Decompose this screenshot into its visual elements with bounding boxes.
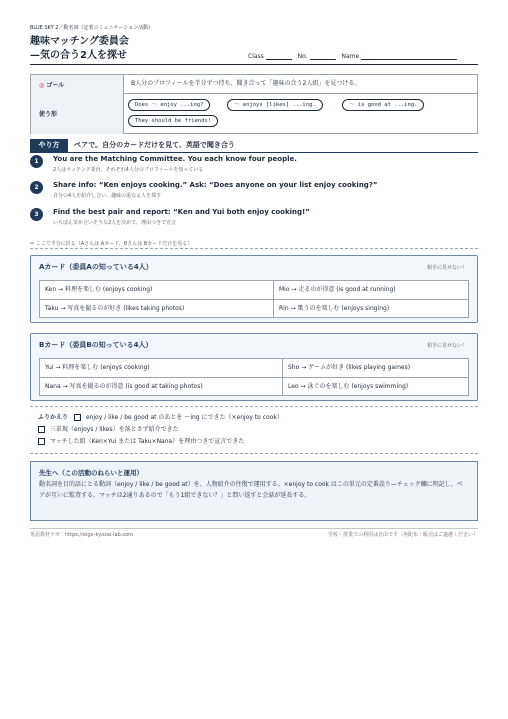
reflection-item	[38, 414, 283, 422]
step-number: 2	[30, 181, 43, 194]
reflection-item-text: マッチした組（Ken×Yui または Taku×Nana）を理由つきで宣言できた	[49, 438, 245, 445]
footer-divider	[30, 528, 478, 529]
reflection-item-text: enjoy / like / be good at のあとを ～ing にできた（×enjoy to cook）	[85, 414, 283, 421]
profile-cell: Taku → 写真を撮るのが好き (likes taking photos)	[45, 305, 185, 312]
reflection-checkbox[interactable]	[74, 414, 81, 421]
goal-label-cell	[31, 75, 124, 93]
card-b-note: 相手に見せない！	[426, 343, 467, 349]
profile-cell: Nana → 写真を撮るのが得意 (is good at taking photos)	[45, 383, 203, 390]
teacher-note-title: 先生へ（この活動のねらいと運用）	[39, 469, 143, 477]
student-info-line	[248, 53, 457, 60]
goal-row	[31, 75, 477, 94]
reflection-item	[38, 438, 244, 446]
forms-label: 使う形	[39, 111, 58, 118]
reflection-item	[38, 426, 179, 434]
form-pill: Does ～ enjoy ...ing?	[128, 99, 210, 111]
name-field[interactable]	[361, 53, 457, 60]
profile-cell: Mio → 走るのが得意 (is good at running)	[279, 286, 396, 293]
step-subtext: いちばん気が合いそうな2人を決めて、理由つきで宣言	[53, 220, 177, 226]
card-a-table	[39, 280, 469, 318]
series-label: BLUE SKY 2／動名詞（定着コミュニケーション活動）	[30, 25, 154, 31]
footer-usage: 学校・授業での利用は自由です（再配布・販売はご遠慮ください）	[327, 532, 478, 538]
step-number: 1	[30, 155, 43, 168]
reflection-checkbox[interactable]	[38, 438, 45, 445]
form-pill: They should be friends!	[128, 115, 218, 127]
step-title: You are the Matching Committee. You each know four people.	[53, 155, 297, 163]
step-title: Find the best pair and report: “Ken and Yui both enjoy cooking!”	[53, 208, 310, 216]
profile-cell: Rin → 歌うのを楽しむ (enjoys singing)	[279, 305, 390, 312]
teacher-note-body: 動名詞を目的語にとる動詞（enjoy / like / be good at）を、人物紹介の往復で運用する。×enjoy to cook はこの単元の定番誤り—チェック欄に明記し、ペアが互いに監査する。マッチは2通りあるので「もう1組できない？」と問い返すと会話が延長する。	[39, 481, 463, 499]
reflection-item-text: 三単現（enjoys / likes）を落とさず紹介できた	[49, 426, 179, 433]
card-a-row-divider	[40, 299, 468, 300]
card-b-title: Bカード（委員Bの知っている4人）	[39, 341, 153, 349]
card-a-title: Aカード（委員Aの知っている4人）	[39, 263, 153, 271]
step-subtext: 自分の4人を紹介し合い、趣味の重なる人を探す	[53, 193, 162, 199]
goal-text: B人分のプロフィールを半分ずつ持ち、聞き合って「趣味の合う2人組」を見つける。	[131, 80, 361, 87]
forms-label-cell	[31, 93, 124, 134]
goal-mark-icon: ◎	[39, 82, 45, 89]
card-a	[30, 255, 478, 323]
goal-table	[30, 74, 478, 134]
class-label: Class	[248, 53, 264, 60]
goal-label-text: ゴール	[46, 82, 65, 89]
footer-source: 英語教材ラボ https://eigo-kyozai-lab.com	[30, 532, 134, 538]
number-field[interactable]	[310, 53, 336, 60]
card-b-table	[39, 358, 469, 396]
howto-instruction: ペアで。自分のカードだけを見て、英語で聞き合う	[74, 141, 235, 149]
howto-divider	[30, 152, 478, 153]
step-number: 3	[30, 208, 43, 221]
fold-line	[30, 248, 478, 249]
page-subtitle: —気の合う2人を探せ	[30, 50, 127, 61]
howto-badge: やり方	[30, 139, 68, 152]
profile-cell: Yui → 料理を楽しむ (enjoys cooking)	[45, 364, 150, 371]
goal-label	[39, 80, 64, 89]
form-pill: ～ is good at ...ing.	[342, 99, 424, 111]
step-subtext: 2人はマッチング委員。それぞれ4人分のプロフィールを知っている	[53, 167, 204, 173]
teacher-note	[30, 461, 478, 521]
header-divider	[30, 64, 478, 65]
page-title: 趣味マッチング委員会	[30, 36, 129, 47]
card-b	[30, 333, 478, 401]
name-label: Name	[341, 53, 360, 60]
fold-instruction: ✂ ここで半分に折る（Aさんは Aカード、Bさんは Bカードだけを見る）	[30, 241, 193, 247]
footer	[30, 531, 478, 538]
reflection-label: ふりかえり	[38, 414, 69, 421]
profile-cell: Ken → 料理を楽しむ (enjoys cooking)	[45, 286, 153, 293]
form-pill: ～ enjoys [likes] ...ing.	[227, 99, 323, 111]
number-label: No.	[297, 53, 308, 60]
class-field[interactable]	[266, 53, 292, 60]
profile-cell: Sho → ゲームが好き (likes playing games)	[288, 364, 411, 371]
reflection-section	[30, 406, 478, 452]
reflection-checkbox[interactable]	[38, 426, 45, 433]
card-a-note: 相手に見せない！	[426, 265, 467, 271]
card-b-row-divider	[40, 377, 468, 378]
step-title: Share info: “Ken enjoys cooking.” Ask: “Does anyone on your list enjoy cooking?”	[53, 181, 378, 189]
profile-cell: Leo → 泳ぐのを楽しむ (enjoys swimming)	[288, 383, 409, 390]
